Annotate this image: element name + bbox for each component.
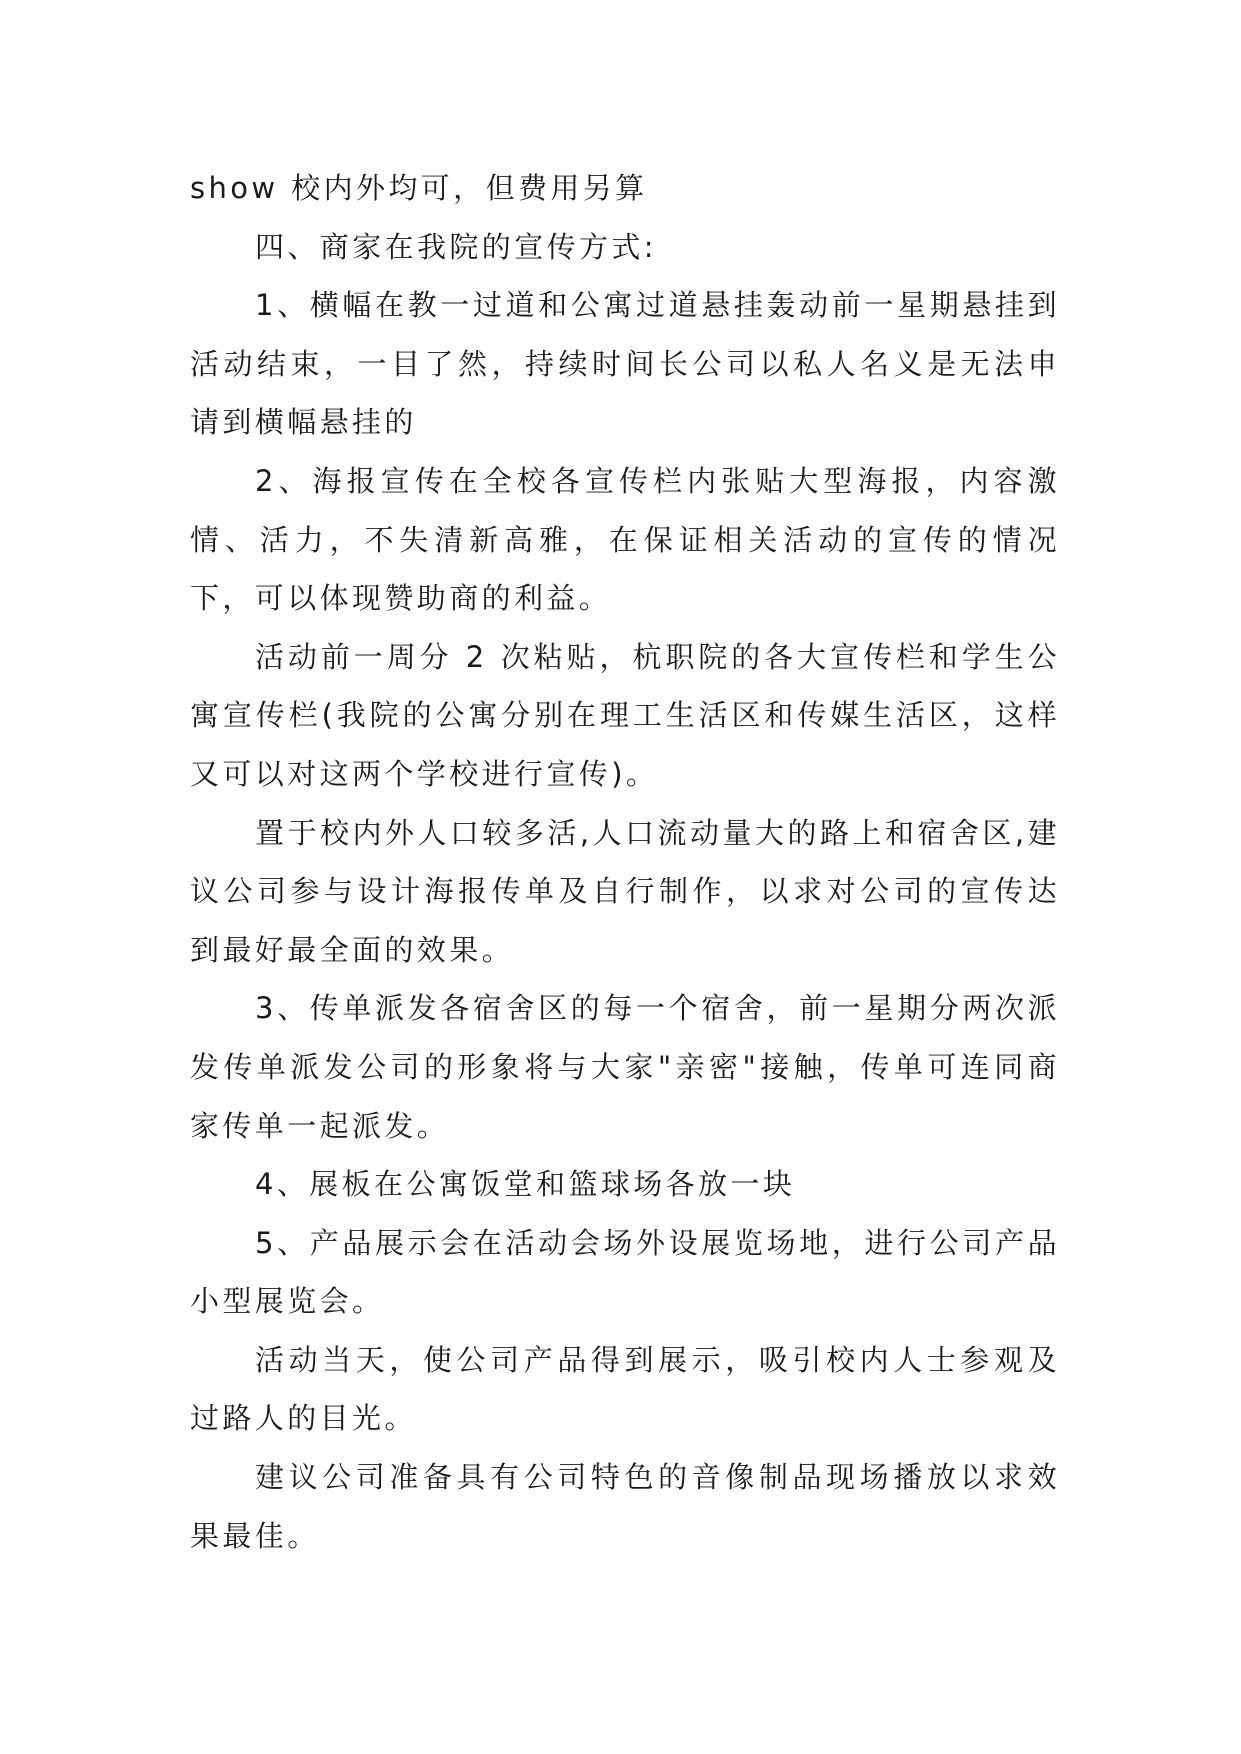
paragraph: 2、海报宣传在全校各宣传栏内张贴大型海报，内容激情、活力，不失清新高雅，在保证相关活动的宣传的情况下，可以体现赞助商的利益。 [190, 463, 1060, 616]
document-body [190, 159, 1060, 1565]
paragraph: 置于校内外人口较多活,人口流动量大的路上和宿舍区,建议公司参与设计海报传单及自行制作，以求对公司的宣传达到最好最全面的效果。 [190, 815, 1060, 967]
paragraph: 1、横幅在教一过道和公寓过道悬挂轰动前一星期悬挂到活动结束，一目了然，持续时间长公司以私人名义是无法申请到横幅悬挂的 [190, 288, 1060, 440]
paragraph: 活动前一周分 2 次粘贴，杭职院的各大宣传栏和学生公寓宣传栏(我院的公寓分别在理工生活区和传媒生活区，这样又可以对这两个学校进行宣传)。 [190, 639, 1060, 791]
paragraph: 5、产品展示会在活动会场外设展览场地，进行公司产品小型展览会。 [190, 1225, 1060, 1319]
paragraph: 建议公司准备具有公司特色的音像制品现场播放以求效果最佳。 [190, 1460, 1060, 1553]
paragraph: 3、传单派发各宿舍区的每一个宿舍，前一星期分两次派发传单派发公司的形象将与大家"亲密"接触，传单可连同商家传单一起派发。 [190, 991, 1060, 1143]
paragraph: 活动当天，使公司产品得到展示，吸引校内人士参观及过路人的目光。 [190, 1342, 1060, 1436]
paragraph: show 校内外均可，但费用另算 [190, 171, 648, 205]
section-heading: 四、商家在我院的宣传方式: [255, 229, 657, 264]
paragraph: 4、展板在公寓饭堂和篮球场各放一块 [255, 1167, 796, 1202]
